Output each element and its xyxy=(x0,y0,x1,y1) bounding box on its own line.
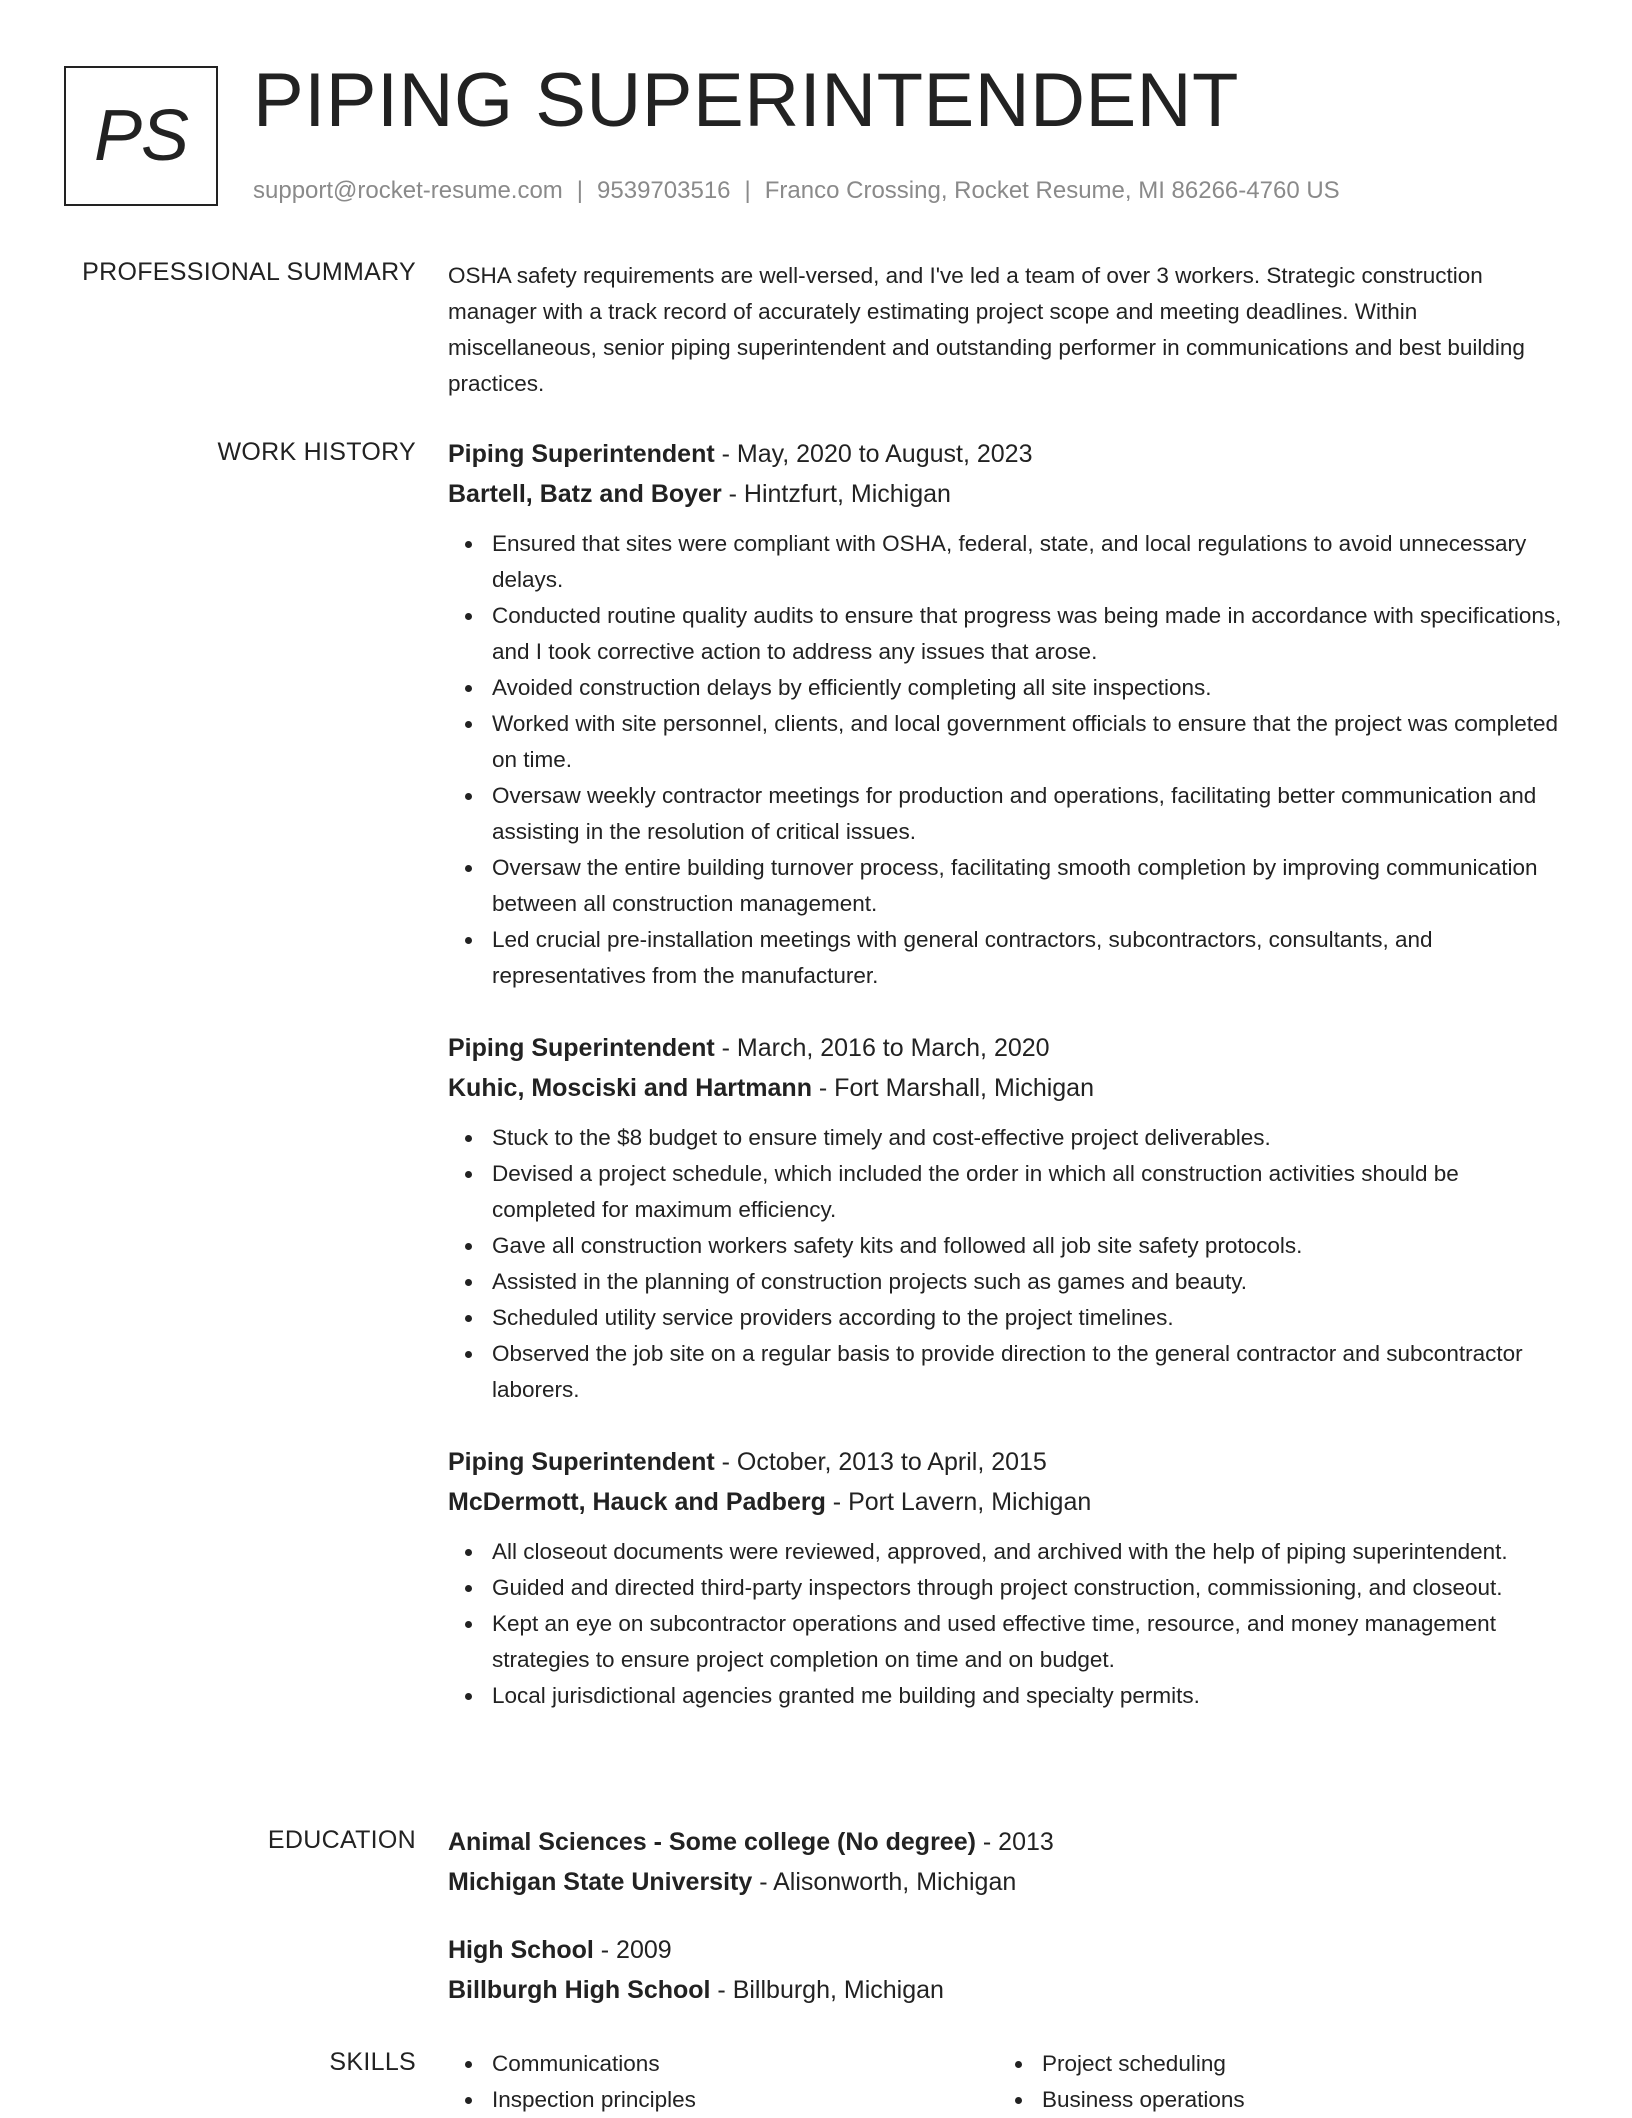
job-bullet-item: Guided and directed third-party inspectors through project construction, commissioning, and closeout. xyxy=(492,1570,1568,1606)
education-school-line xyxy=(448,1862,1568,1902)
section-label-summary: PROFESSIONAL SUMMARY xyxy=(82,258,416,286)
education-degree-line xyxy=(448,1822,1568,1862)
job-location: - Port Lavern, Michigan xyxy=(825,1488,1092,1516)
job-dates: - March, 2016 to March, 2020 xyxy=(714,1034,1050,1062)
skill-item: Inspection principles xyxy=(492,2082,998,2118)
education-entry xyxy=(448,1822,1568,1902)
job-bullet-item: Assisted in the planning of construction projects such as games and beauty. xyxy=(492,1264,1568,1300)
job-company-line xyxy=(448,1068,1568,1108)
job-title: Piping Superintendent xyxy=(448,440,715,468)
education-location: - Alisonworth, Michigan xyxy=(752,1868,1017,1896)
job-bullet-item: Led crucial pre-installation meetings with general contractors, subcontractors, consultants, and representatives from the manufacturer. xyxy=(492,922,1568,994)
job-bullet-item: Oversaw weekly contractor meetings for production and operations, facilitating better communication and assisting in the resolution of critical issues. xyxy=(492,778,1568,850)
skills-grid xyxy=(448,2046,1568,2118)
education-school-line xyxy=(448,1970,1568,2010)
monogram-text: PS xyxy=(93,96,189,176)
education-entry xyxy=(448,1930,1568,2010)
job-location: - Hintzfurt, Michigan xyxy=(721,480,951,508)
job-bullet-item: Ensured that sites were compliant with OSHA, federal, state, and local regulations to avoid unnecessary delays. xyxy=(492,526,1568,598)
education-school: Michigan State University xyxy=(448,1868,753,1896)
job-dates: - May, 2020 to August, 2023 xyxy=(714,440,1033,468)
job-bullet-item: Stuck to the $8 budget to ensure timely and cost-effective project deliverables. xyxy=(492,1120,1568,1156)
job-title-line xyxy=(448,434,1568,474)
job-bullets xyxy=(448,526,1568,994)
contact-email: support@rocket-resume.com xyxy=(253,177,563,204)
education-location: - Billburgh, Michigan xyxy=(710,1976,944,2004)
job-bullets xyxy=(448,1120,1568,1408)
job-bullet-item: Kept an eye on subcontractor operations and used effective time, resource, and money management strategies to ensure project completion on time and on budget. xyxy=(492,1606,1568,1678)
job-company-line xyxy=(448,1482,1568,1522)
section-label-work-history: WORK HISTORY xyxy=(217,438,416,466)
skills-column-right xyxy=(998,2046,1548,2118)
skill-item: Business operations xyxy=(1042,2082,1548,2118)
job-bullet-item: Scheduled utility service providers according to the project timelines. xyxy=(492,1300,1568,1336)
monogram-badge xyxy=(64,66,218,206)
section-label-skills: SKILLS xyxy=(329,2048,416,2076)
job-title: Piping Superintendent xyxy=(448,1034,715,1062)
education-degree: High School xyxy=(448,1936,594,1964)
job-title-line xyxy=(448,1028,1568,1068)
job-bullets xyxy=(448,1534,1568,1714)
summary-text: OSHA safety requirements are well-versed, and I've led a team of over 3 workers. Strategic construction manager with a track record of accurately estimating project scope and meeting deadlines. Within miscellaneous, senior piping superintendent and outstanding performer in communications and best building practices. xyxy=(448,263,1525,396)
skills-column-left xyxy=(448,2046,998,2118)
job-entry xyxy=(448,1442,1568,1714)
candidate-name: PIPING SUPERINTENDENT xyxy=(253,58,1239,143)
skill-item: Communications xyxy=(492,2046,998,2082)
job-entry xyxy=(448,1028,1568,1408)
job-location: - Fort Marshall, Michigan xyxy=(811,1074,1094,1102)
section-label-education: EDUCATION xyxy=(267,1826,416,1854)
job-bullet-item: Conducted routine quality audits to ensure that progress was being made in accordance with specifications, and I took corrective action to address any issues that arose. xyxy=(492,598,1568,670)
education-year: - 2009 xyxy=(593,1936,672,1964)
job-company: McDermott, Hauck and Padberg xyxy=(448,1488,826,1516)
education-list xyxy=(448,1822,1568,2038)
job-title-line xyxy=(448,1442,1568,1482)
contact-phone: 9539703516 xyxy=(597,177,731,204)
job-bullet-item: Worked with site personnel, clients, and local government officials to ensure that the project was completed on time. xyxy=(492,706,1568,778)
education-year: - 2013 xyxy=(975,1828,1054,1856)
job-bullet-item: Avoided construction delays by efficiently completing all site inspections. xyxy=(492,670,1568,706)
job-company: Bartell, Batz and Boyer xyxy=(448,480,722,508)
job-bullet-item: Gave all construction workers safety kits and followed all job site safety protocols. xyxy=(492,1228,1568,1264)
contact-line xyxy=(253,174,1340,208)
job-entry xyxy=(448,434,1568,994)
contact-separator: | xyxy=(744,177,751,204)
jobs-list xyxy=(448,434,1568,1748)
job-bullet-item: Observed the job site on a regular basis to provide direction to the general contractor and subcontractor laborers. xyxy=(492,1336,1568,1408)
education-degree: Animal Sciences - Some college (No degree) xyxy=(448,1828,976,1856)
job-bullet-item: Local jurisdictional agencies granted me building and specialty permits. xyxy=(492,1678,1568,1714)
skill-item: Project scheduling xyxy=(1042,2046,1548,2082)
contact-address: Franco Crossing, Rocket Resume, MI 86266-4760 US xyxy=(764,177,1340,204)
job-company-line xyxy=(448,474,1568,514)
job-title: Piping Superintendent xyxy=(448,1448,715,1476)
job-dates: - October, 2013 to April, 2015 xyxy=(714,1448,1047,1476)
job-bullet-item: All closeout documents were reviewed, approved, and archived with the help of piping superintendent. xyxy=(492,1534,1568,1570)
contact-separator: | xyxy=(576,177,584,204)
job-company: Kuhic, Mosciski and Hartmann xyxy=(448,1074,812,1102)
education-school: Billburgh High School xyxy=(448,1976,711,2004)
job-bullet-item: Oversaw the entire building turnover process, facilitating smooth completion by improving communication between all construction management. xyxy=(492,850,1568,922)
job-bullet-item: Devised a project schedule, which included the order in which all construction activities should be completed for maximum efficiency. xyxy=(492,1156,1568,1228)
education-degree-line xyxy=(448,1930,1568,1970)
